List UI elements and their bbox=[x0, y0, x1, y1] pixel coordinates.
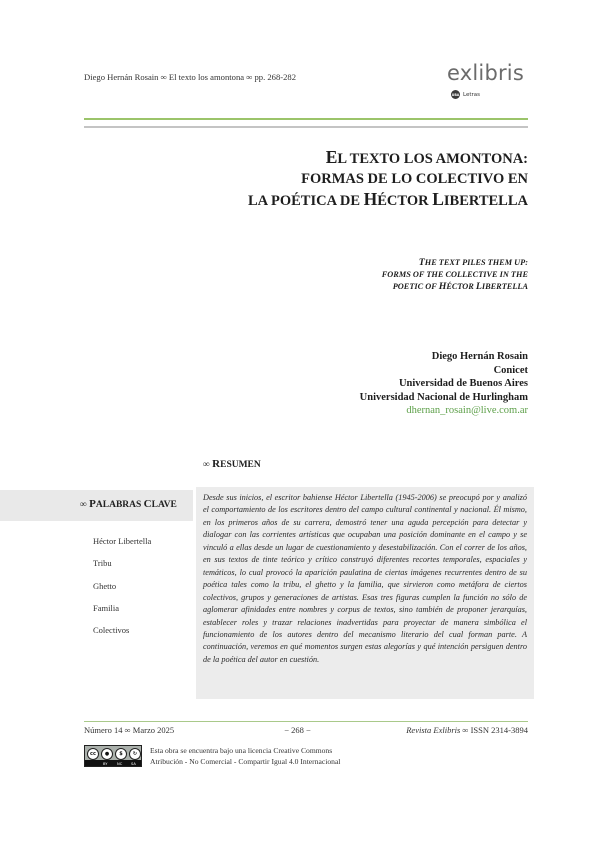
exlibris-logo bbox=[447, 62, 527, 107]
affiliation: Conicet bbox=[493, 364, 528, 376]
author-email-link[interactable]: dhernan_rosain@live.com.ar bbox=[406, 405, 528, 416]
running-head: Diego Hernán Rosain ∞ El texto los amontona ∞ pp. 268-282 bbox=[84, 72, 297, 82]
cc-icon: cc bbox=[87, 748, 99, 760]
header-rule-gray bbox=[84, 126, 528, 128]
resumen-heading: ∞ RESUMEN bbox=[203, 458, 261, 470]
footer-rule bbox=[84, 721, 528, 722]
keywords-list bbox=[93, 536, 151, 647]
license-text: Esta obra se encuentra bajo una licencia Creative Commons Atribución - No Comercial - Compartir Igual 4.0 Internacional bbox=[150, 746, 341, 766]
logo-word: exlibris bbox=[447, 61, 524, 85]
keyword-item: Héctor Libertella bbox=[93, 536, 152, 546]
keyword-item: Tribu bbox=[93, 558, 112, 569]
cc-license-icon[interactable] bbox=[84, 745, 142, 767]
keyword-item: Ghetto bbox=[93, 580, 117, 591]
header-rule-green bbox=[84, 118, 528, 120]
footer-journal: Revista Exlibris ∞ ISSN 2314-3894 bbox=[406, 725, 528, 735]
keywords-header bbox=[0, 490, 193, 521]
abstract-text: Desde sus inicios, el escritor bahiense Héctor Libertella (1945-2006) se preocupó por y analizó el comportamiento de los escritores dentro del campo cultural continental y nacional. Él mismo, en los primeros años de su carrera, demostró tener una aguda percepción para detectar y dialogar con las corrientes artísticas que ocupaban una posición dominante en el campo y se vinculó a ellas desde un lugar de cuestionamiento y desestabilización. Con el correr de los años, en sus textos de tinte teórico y crítico construyó diferentes recortes temporales, espaciales y temáticos, lo cual provocó la aparición paulatina de ciertas imágenes recurrentes dentro de su poética tales como la tribu, el ghetto y la familia, que sirvieron como metáfora de ciertos colectivos, grupos y generaciones de artistas. Esas tres figuras cumplen la función no sólo de aglomerar afinidades entre nombres y corpus de textos, sino también de proponer jerarquías, establecer roles y trazar relaciones inadvertidas para proyectar de manera simbólica el funcionamiento de los autores dentro del mecanismo literario del cual forman parte. A continuación, veremos en qué momentos surgen estas alegorías y qué intención persiguen dentro de la poética del autor en cuestión. bbox=[203, 493, 527, 664]
author-block bbox=[360, 350, 528, 418]
affiliation: Universidad Nacional de Hurlingham bbox=[359, 391, 528, 403]
cc-label: NC bbox=[117, 761, 123, 766]
infinity-icon: ∞ bbox=[203, 460, 213, 470]
logo-sub-text: Letras bbox=[463, 91, 481, 98]
infinity-icon: ∞ bbox=[80, 500, 90, 510]
by-icon: ● bbox=[101, 748, 113, 760]
uba-badge-icon: UBA bbox=[451, 90, 460, 99]
affiliation: Universidad de Buenos Aires bbox=[398, 378, 528, 389]
nc-icon: $ bbox=[115, 748, 127, 760]
footer-issue: Número 14 ∞ Marzo 2025 bbox=[84, 725, 175, 735]
keyword-item: Colectivos bbox=[93, 625, 130, 636]
english-title: THE TEXT PILES THEM UP: FORMS OF THE COLLECTIVE IN THE POETIC OF HÉCTOR LIBERTELLA bbox=[381, 257, 528, 292]
keywords-title: ∞ PALABRAS CLAVE bbox=[80, 498, 177, 510]
abstract-box bbox=[196, 487, 534, 699]
author-name: Diego Hernán Rosain bbox=[431, 351, 528, 362]
cc-label: BY bbox=[103, 761, 108, 766]
sa-icon: ↻ bbox=[129, 748, 141, 760]
keyword-item: Familia bbox=[93, 602, 119, 613]
page-number: − 268 − bbox=[284, 725, 311, 735]
logo-subtitle bbox=[451, 90, 480, 99]
cc-label: SA bbox=[131, 761, 136, 766]
article-title: EL TEXTO LOS AMONTONA: FORMAS DE LO COLECTIVO EN LA POÉTICA DE HÉCTOR LIBERTELLA bbox=[248, 147, 528, 209]
